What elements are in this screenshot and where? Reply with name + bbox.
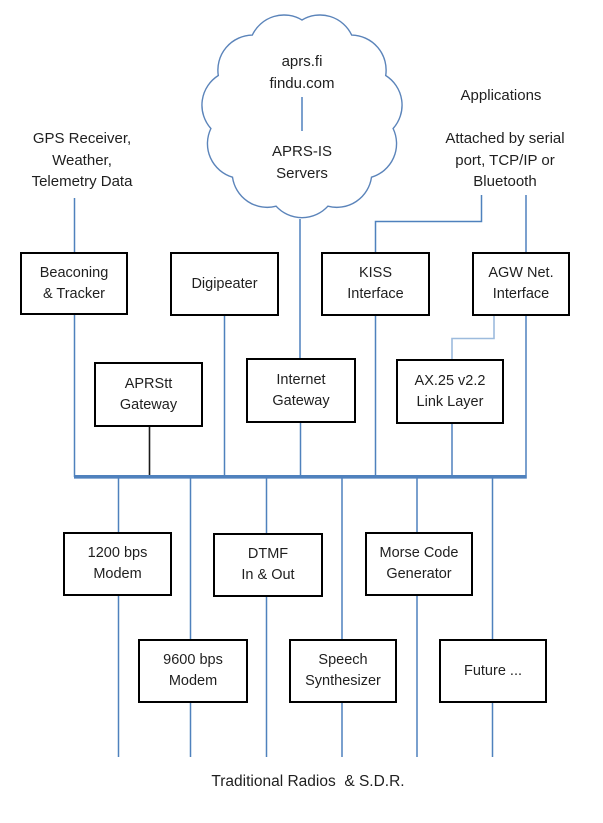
box-dtmf-in-out-line2: In & Out (241, 567, 295, 583)
gps-note-line3: Telemetry Data (31, 173, 133, 190)
gps-note-line1: GPS Receiver, (32, 130, 132, 147)
box-kiss-interface-line2: Interface (347, 286, 404, 302)
gps-note-line2: Weather, (52, 151, 112, 169)
cloud-aprs-is-line1: APRS-IS (271, 143, 332, 160)
box-beaconing-tracker-line2: & Tracker (42, 285, 106, 302)
box-agw-net-interface-line2: Interface (492, 286, 550, 302)
applications-to-kiss-line (376, 195, 482, 252)
box-9600bps-modem (138, 639, 248, 703)
attached-note (425, 128, 585, 193)
box-ax25-link-layer-line2: Link Layer (416, 393, 484, 410)
box-internet-gateway-line1: Internet (276, 371, 326, 388)
traditional-radios-caption: Traditional Radios & S.D.R. (211, 773, 405, 790)
applications-note: Applications (460, 87, 542, 104)
box-ax25-link-layer (396, 359, 504, 424)
box-dtmf-in-out (213, 533, 323, 597)
box-speech-synthesizer (289, 639, 397, 703)
box-aprstt-gateway (94, 362, 203, 427)
box-future-line1: Future ... (463, 662, 523, 679)
attached-note-line2: port, TCP/IP or (455, 151, 555, 169)
box-9600bps-modem-line1: 9600 bps (163, 652, 223, 668)
box-ax25-link-layer-line1: AX.25 v2.2 (414, 372, 486, 389)
box-1200bps-modem-line2: Modem (93, 566, 142, 582)
cloud-services-line2: findu.com (269, 74, 335, 92)
agw-to-ax25-line (452, 315, 494, 360)
box-1200bps-modem (63, 532, 172, 596)
box-agw-net-interface-line1: AGW Net. (488, 265, 554, 281)
box-digipeater-line1: Digipeater (191, 275, 258, 292)
box-morse-code-generator (365, 532, 473, 596)
box-beaconing-tracker-line1: Beaconing (39, 264, 109, 281)
gps-note (2, 128, 162, 193)
attached-note-line1: Attached by serial (445, 130, 565, 147)
box-speech-synthesizer-line1: Speech (318, 652, 368, 668)
box-beaconing-tracker (20, 252, 128, 315)
box-morse-code-generator-line1: Morse Code (379, 545, 459, 561)
cloud-aprs-is-label (227, 141, 377, 184)
cloud-aprs-is-line2: Servers (276, 164, 328, 182)
cloud-services-label (227, 51, 377, 94)
box-kiss-interface-line1: KISS (358, 265, 393, 281)
box-aprstt-gateway-line2: Gateway (119, 396, 178, 413)
cloud-services-line1: aprs.fi (281, 53, 323, 70)
box-future (439, 639, 547, 703)
box-kiss-interface (321, 252, 430, 316)
box-digipeater (170, 252, 279, 316)
box-speech-synthesizer-line2: Synthesizer (305, 673, 381, 689)
attached-note-line3: Bluetooth (473, 173, 537, 190)
box-1200bps-modem-line1: 1200 bps (87, 545, 148, 561)
box-internet-gateway-line2: Gateway (272, 392, 330, 409)
box-morse-code-generator-line2: Generator (386, 566, 452, 582)
box-dtmf-in-out-line1: DTMF (247, 546, 289, 562)
box-9600bps-modem-line2: Modem (168, 673, 218, 689)
box-aprstt-gateway-line1: APRStt (124, 375, 173, 392)
box-agw-net-interface (472, 252, 570, 316)
box-internet-gateway (246, 358, 356, 423)
